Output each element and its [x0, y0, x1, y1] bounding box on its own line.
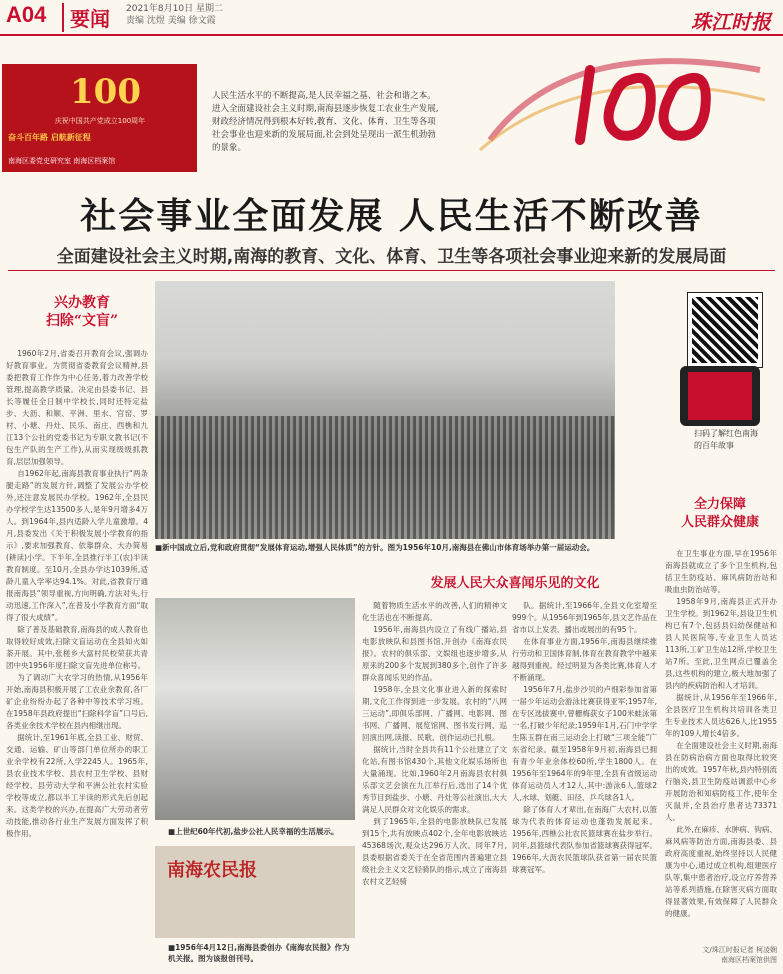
subheadline: 全面建设社会主义时期,南海的教育、文化、体育、卫生等各项社会事业迎来新的发展局面 [56, 247, 727, 267]
newspaper-photo [155, 846, 355, 938]
issue-date: 2021年8月10日 星期二 [126, 4, 223, 14]
right-paragraph: 在全面建设社会主义时期,南海县在防病治病方面也取得比较突出的成效。1957年秋,县内特别流行脑炎,县卫生防疫站调派中心乡开展防治和知病防疫工作,使年全灭鼠并,全县治疗患者达73371人。 [665, 741, 777, 822]
left-heading-line-1: 兴办教育 [54, 295, 110, 311]
family-life-photo [155, 598, 355, 820]
page-number: A04 [6, 2, 47, 27]
photo-3-caption: ■1956年4月12日,南海县委创办《南海农民报》作为机关报。图为该报创刊号。 [168, 943, 350, 963]
right-paragraph: 此外,在麻疹、水肿病、钩病、麻风病等防治方面,南海县委、县政府高度重视,始终坚持以人民健康为中心,通过成立机构,组建医疗队等,集中患者治疗,设立疗养营养站等系列措施,在除害灭病方面取得显著效果,有效保障了人民群众的健康。 [665, 825, 777, 918]
right-paragraph: 在卫生事业方面,早在1956年南海县就成立了多个卫生机构,包括卫生防疫站、麻风病防治站和吸血虫防治站等。 [665, 549, 777, 594]
headline: 社会事业全面发展 人民生活不断改善 [80, 196, 703, 237]
mid-paragraph: 1958年,全县文化事业进入新的探索时期,文化工作得到进一步发展。农村的“八网三运动”,即俱乐部网、广播网、电影网、图书网、广播网、展览馆网、图书发行网、巡回演出网,读报、民歌、创作运动已扎根。 [362, 685, 507, 742]
page-header [0, 0, 783, 36]
section-title: 要闻 [62, 3, 110, 32]
mid-paragraph: 随着物质生活水平的改善,人们的精神文化生活也在不断提高。 [362, 601, 507, 622]
crowd-image-area [155, 416, 615, 539]
right-paragraph: 据统计,从1956年至1966年,全县医疗卫生机构共培训各类卫生专业技术人员达626人,比1955年的109人增长4倍多。 [665, 693, 777, 738]
right-heading-line-2: 人民群众健康 [680, 515, 759, 530]
decorative-100-graphic [470, 40, 770, 160]
left-paragraph: 1960年2月,省委召开教育会议,强调办好教育事业。为贯彻省委教育会议精神,县委把教育工作作为中心任务,着力改善学校管理,提高教学质量。决定由县委书记、县长等履任全日制中学校长,同时还特定盐步、大沥、和顺、平洲、里水、官窑、罗村、小塘、丹灶、民乐、南庄、西樵和九江13个公社的党委书记为专职文教书记(不包生产队的生产工作),从而实现级级抓教育,层层加强领导。 [6, 349, 148, 466]
left-section-heading [22, 294, 142, 330]
phone-icon [680, 366, 760, 426]
left-paragraph: 自1962年起,南海县教育事业执行“两条腿走路”的发展方针,调整了发展公办学校外,还注意发展民办学校。1962年,全县民办学校学生达13500多人,是年9月增多4万人。到1964年,县内适龄入学儿童激增。4月,县委发出《关于积极发展小学教育的指示》,要求加强教育、依靠群众、大办简易(耕读)小学。下半年,全县推行半工(农)半读教育制度。至10月,全县办学达1039所,适龄儿童入学率达94.1%。对此,省教育厅通报南海县“领导重视,方向明确,方法对头,行动迅速,工作深入”,在普及小学教育方面“取得了很大成绩”。 [6, 469, 148, 622]
qr-code[interactable] [688, 293, 762, 367]
article-credits [665, 945, 777, 965]
reporter-credit: 文/珠江时报记者 柯凌娴 [702, 946, 777, 954]
qr-caption: 扫码了解红色南海的百年故事 [694, 429, 758, 450]
mid-paragraph: 据统计,当时全县共有11个公社建立了文化站,有图书馆430个,其他文化娱乐场所也大量涌现。比如,1960年2月南海县农村俱乐部文艺会演在九江举行后,选出了14个优秀节目到盐步、小塘、丹灶等公社演出,大大满足人民群众对文化娱乐的需求。 [362, 745, 507, 814]
mid-paragraph: 到了1965年,全县的电影放映队已发展到15个,共有放映点402个,全年电影放映达45368场次,观众达296万人次。同年7月,县委根据省委关于在全省范围内普遍建立县级社会主义文艺轻骑队的指示,成立了南海县农村文艺轻骑 [362, 817, 507, 886]
mid-paragraph: 队。据统计,至1966年,全县文化室增至999个。从1956年到1965年,县文艺作品在省市以上发表、播出或展出的有95个。 [512, 601, 657, 634]
left-paragraph: 除了普及基础教育,南海县的成人教育也取得较好成效,扫除文盲运动在全县如火如荼开展。其中,张槎乡大富村民校荣获共青团中央1956年度扫除文盲先进单位称号。 [6, 625, 148, 670]
logo-line-3: 南海区委党史研究室 南海区档案馆 [8, 157, 116, 165]
newspaper-masthead: 南海农民报 [167, 860, 257, 881]
newspaper-brand: 珠江时报 [691, 10, 771, 34]
editor-credits: 责编 沈煜 美编 徐文霞 [126, 16, 216, 26]
mid-paragraph: 在体育事业方面,1956年,南海县继续推行劳动和卫国体育制,体育在教育教学中越来越得到重视。经过明显为各类比赛,体育人才不断涌现。 [512, 637, 657, 682]
right-paragraph: 1958年9月,南海县正式开办卫生学校。到1962年,县设卫生机构已有7个,包括县妇幼保健站和县人民医院等,专业卫生人员达113所,工矿卫生站12所,学校卫生站7所。至此,卫生网点已覆盖全县,这些机构的建立,极大地加强了县内的疾病防治和人才培训。 [665, 597, 777, 690]
divider [8, 270, 775, 271]
left-heading-line-2: 扫除“文盲” [45, 313, 119, 329]
sports-meet-photo [155, 281, 615, 539]
phone-screen [688, 372, 752, 420]
left-paragraph: 为了调动广大农学习的热情,从1956年开始,南海县积极开展了工农业余教育,各厂矿企业纷纷办起了各种中等技术学习班。在1958年县政府提出“扫除科学盲”口号后,各类业余技术学校在县内相继出现。 [6, 673, 148, 730]
right-column [665, 548, 777, 940]
left-paragraph: 据统计,至1961年底,全县工业、财贸、交通、运输、矿山等部门单位所办的职工业余学校有22所,入学2245人。1965年,县农业技术学校、县农村卫生学校、县财经学校、县劳动大学和平洲公社农村实验学校等成立,都以半工半读的形式先后创起来。这类学校的兴办,在提高广大劳动者劳动技能,推动各行业生产发展方面发挥了积极作用。 [6, 733, 148, 838]
header-meta [126, 3, 223, 27]
logo-number: 100 [70, 72, 141, 112]
mid-paragraph: 1956年,南海县内设立了有线广播站,县电影放映队和县图书馆,开创办《南海农民报》。农村的俱乐部、文娱组也逐步增多,从原来的200多个发展到380多个,创作了许多群众喜闻乐见的作品。 [362, 625, 507, 682]
right-section-heading [665, 496, 775, 532]
middle-section-heading: 发展人民大众喜闻乐见的文化 [430, 576, 600, 591]
intro-paragraph: 人民生活水平的不断提高,是人民幸福之基、社会和谐之本。进入全面建设社会主义时期,南海县逐步恢复工农业生产发展,财政经济情况得到根本好转,教育、文化、体育、卫生等各项社会事业也迎来新的发展局面,社会到处呈现出一派生机勃勃的景象。 [212, 91, 439, 153]
photo-2-caption: ■上世纪60年代初,盐步公社人民幸福的生活展示。 [168, 827, 339, 836]
logo-line-2: 奋斗百年路 启航新征程 [8, 133, 91, 142]
right-heading-line-1: 全力保障 [693, 497, 746, 512]
main-photo-caption: ■新中国成立后,党和政府贯彻“发展体育运动,增强人民体质”的方针。图为1956年10月,南海县在佛山市体育场举办第一届运动会。 [155, 543, 595, 552]
mid-paragraph: 除了体育人才辈出,在南海广大农村,以篮球为代表的体育运动也蓬勃发展起来。1956年,西樵公社农民篮球赛在盐步举行。同年,县篮球代表队参加省篮球赛获得冠军。1966年,大沥农民篮球队获省第一届农民篮球赛冠军。 [512, 805, 657, 874]
middle-column-1 [362, 600, 507, 960]
middle-column-2 [512, 600, 657, 960]
anniversary-logo [2, 64, 197, 172]
mid-paragraph: 1956年7月,盐步沙贝的卢细彩参加省第一届少年运动会游泳比赛获得亚军;1957年,在专区选拔赛中,曾栅梅获女子100米蛙泳第一名,打破少年纪录;1959年1月,石门中学学生陈玉群在南三运动会上打破“三项全能”广东省纪录。截至1958年9月初,南海县已拥有青少年业余体校60所,学生1800人。在1956年至1964年的9年里,全县有省级运动体育运动员人才12人,其中:游泳6人,篮球2人,水球、划艇、田径、乒乓球各1人。 [512, 685, 657, 802]
logo-line-1: 庆祝中国共产党成立100周年 [54, 117, 146, 125]
left-column [6, 348, 148, 958]
photo-credit: 南海区档案馆供图 [721, 956, 777, 964]
